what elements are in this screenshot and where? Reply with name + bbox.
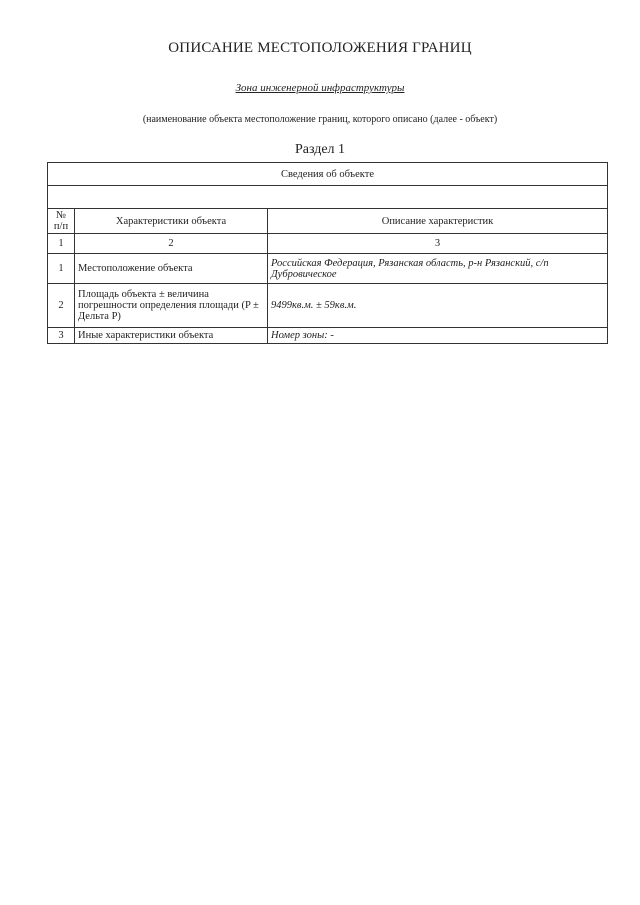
column-header-num: № п/п bbox=[48, 209, 75, 234]
table-row bbox=[48, 254, 608, 284]
row-num: 2 bbox=[48, 284, 75, 328]
column-header-characteristic: Характеристики объекта bbox=[75, 209, 268, 234]
table-row bbox=[48, 284, 608, 328]
row-description: Российская Федерация, Рязанская область, р-н Рязанский, с/п Дубровическое bbox=[268, 254, 608, 284]
zone-name: Зона инженерной инфраструктуры bbox=[235, 82, 405, 94]
row-description: 9499кв.м. ± 59кв.м. bbox=[268, 284, 608, 328]
empty-cell bbox=[48, 186, 608, 209]
column-number-2: 2 bbox=[75, 234, 268, 254]
object-info-table bbox=[47, 162, 608, 344]
table-header: Сведения об объекте bbox=[48, 163, 608, 186]
row-characteristic: Иные характеристики объекта bbox=[75, 328, 268, 344]
row-characteristic: Площадь объекта ± величина погрешности определения площади (P ± Дельта P) bbox=[75, 284, 268, 328]
column-header-description: Описание характеристик bbox=[268, 209, 608, 234]
row-num: 1 bbox=[48, 254, 75, 284]
table-empty-row bbox=[48, 186, 608, 209]
zone-caption: (наименование объекта местоположение границ, которого описано (далее - объект) bbox=[142, 114, 498, 125]
column-header-row bbox=[48, 209, 608, 234]
row-characteristic: Местоположение объекта bbox=[75, 254, 268, 284]
page-title: ОПИСАНИЕ МЕСТОПОЛОЖЕНИЯ ГРАНИЦ bbox=[168, 40, 472, 56]
section-title: Раздел 1 bbox=[294, 142, 346, 157]
column-number-3: 3 bbox=[268, 234, 608, 254]
table-row bbox=[48, 328, 608, 344]
table-header-row bbox=[48, 163, 608, 186]
column-number-1: 1 bbox=[48, 234, 75, 254]
row-description: Номер зоны: - bbox=[268, 328, 608, 344]
column-number-row bbox=[48, 234, 608, 254]
row-num: 3 bbox=[48, 328, 75, 344]
